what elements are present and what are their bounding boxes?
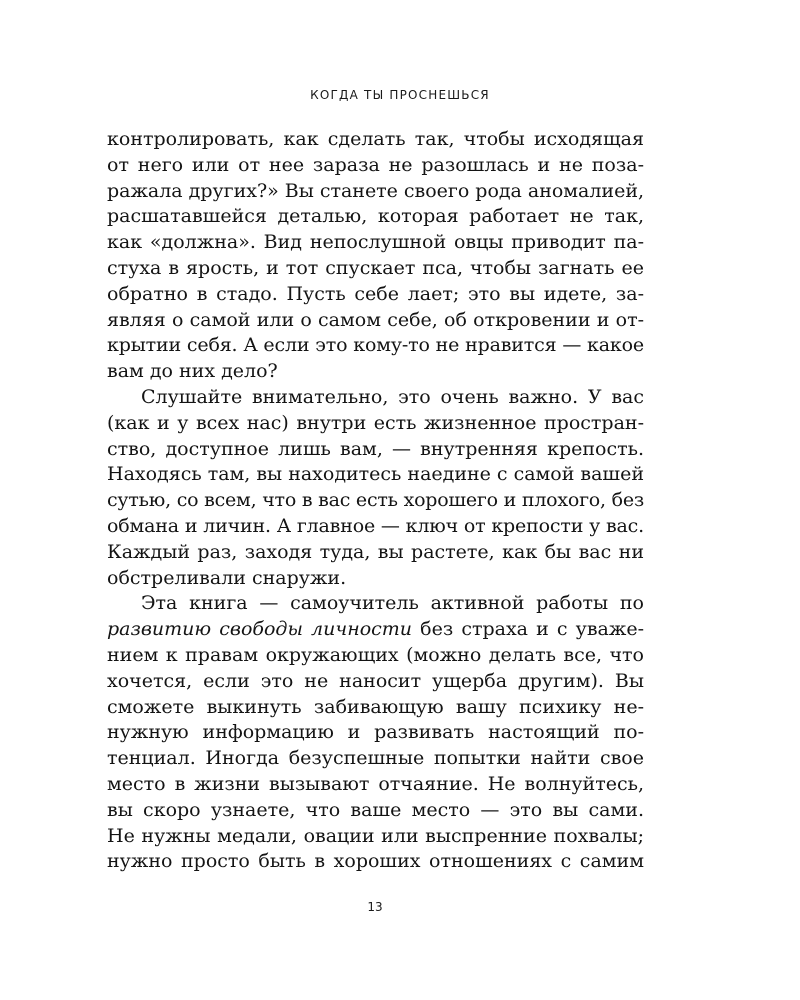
text-line: как «должна». Вид непослушной овцы приводит па- — [107, 231, 644, 254]
text-line: сутью, со всем, что в вас есть хорошего и плохого, без — [107, 489, 644, 512]
text-line: вы скоро узнаете, что ваше место — это вы сами. — [107, 798, 644, 821]
text-line: обстреливали снаружи. — [107, 566, 347, 589]
text-line: обмана и личин. А главное — ключ от крепости у вас. — [107, 514, 644, 537]
text-line: обратно в стадо. Пусть себе лает; это вы идете, за- — [107, 282, 644, 305]
text-line: ство, доступное лишь вам, — внутренняя крепость. — [107, 437, 644, 460]
text-line: от него или от нее зараза не разошлась и не поза- — [107, 153, 644, 176]
text-line: стуха в ярость, и тот спускает пса, чтобы загнать ее — [107, 256, 644, 279]
text-line: сможете выкинуть забивающую вашу психику не- — [107, 695, 644, 718]
text-line: Находясь там, вы находитесь наедине с самой вашей — [107, 463, 644, 486]
text-line: расшатавшейся деталью, которая работает не так, — [107, 205, 644, 228]
text-line: Не нужны медали, овации или выспренние похвалы; — [107, 824, 644, 847]
text-line — [107, 617, 644, 643]
text-line: (как и у всех нас) внутри есть жизненное простран- — [107, 411, 644, 434]
text-line: являя о самой или о самом себе, об откровении и от- — [107, 308, 644, 331]
text-line: место в жизни вызывают отчаяние. Не волнуйтесь, — [107, 772, 644, 795]
text-line: вам до них дело? — [107, 360, 278, 383]
text-line: тенциал. Иногда безуспешные попытки найти свое — [107, 747, 644, 770]
text-line: нием к правам окружающих (можно делать все, что — [107, 643, 644, 666]
text-line: Слушайте внимательно, это очень важно. У вас — [141, 385, 644, 408]
text-line: Каждый раз, заходя туда, вы растете, как бы вас ни — [107, 540, 644, 563]
running-head: КОГДА ТЫ ПРОСНЕШЬСЯ — [310, 88, 490, 102]
text-line: контролировать, как сделать так, чтобы исходящая — [107, 128, 644, 150]
text-line: Эта книга — самоучитель активной работы по — [141, 592, 644, 615]
text-span: без страха и с уваже- — [412, 618, 644, 641]
text-line: нужную информацию и развивать настоящий по- — [107, 721, 644, 744]
paragraph — [107, 127, 644, 385]
text-line: ражала других?» Вы станете своего рода аномалией, — [107, 179, 644, 202]
paragraph — [107, 591, 644, 875]
body-text — [107, 127, 644, 875]
text-line: нужно просто быть в хороших отношениях с самим — [107, 850, 644, 873]
text-line: хочется, если это не наносит ущерба другим). Вы — [107, 669, 644, 692]
text-line: крытии себя. А если это кому-то не нравится — какое — [107, 334, 644, 357]
italic-phrase: развитию свободы личности — [107, 618, 413, 641]
paragraph — [107, 385, 644, 591]
page-number: 13 — [367, 900, 383, 914]
